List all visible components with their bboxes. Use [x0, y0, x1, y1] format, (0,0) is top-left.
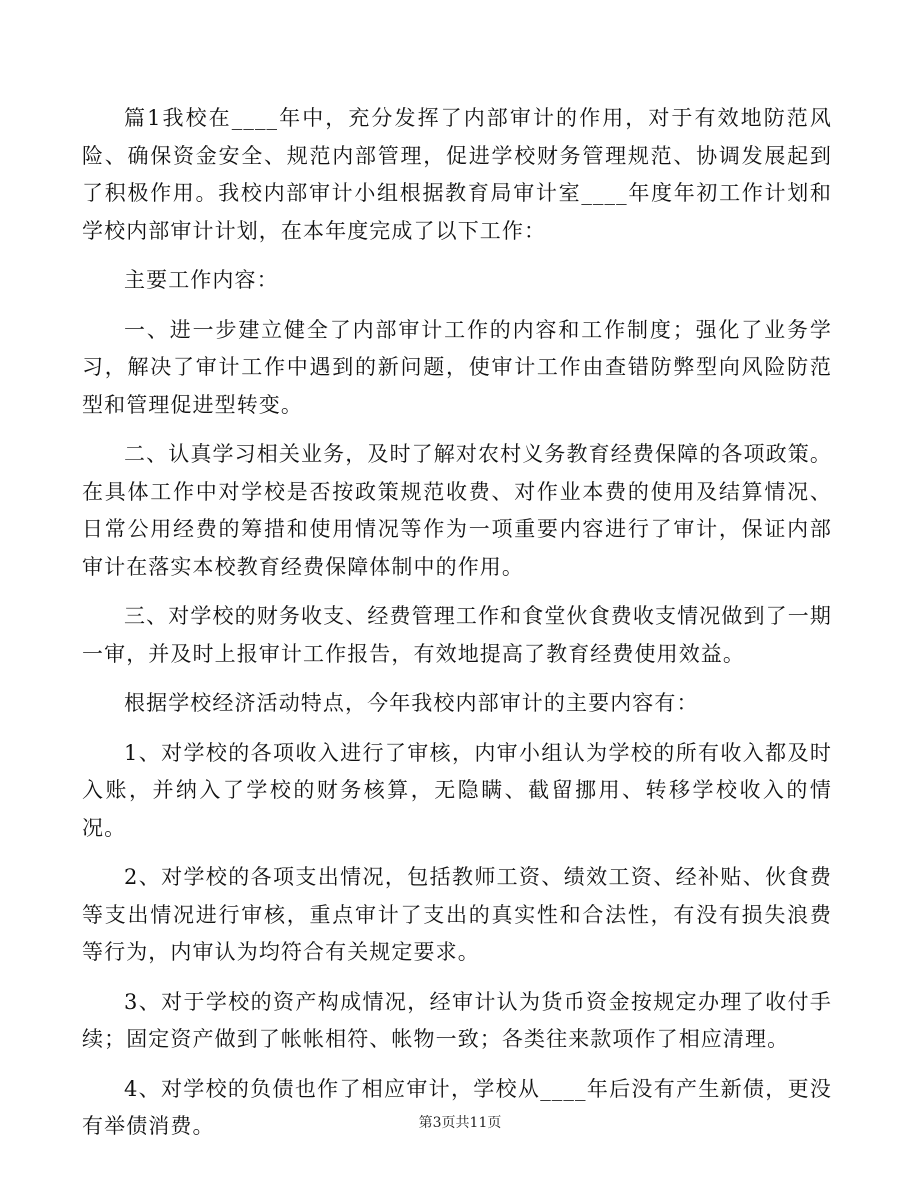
- paragraph-item-two: 二、认真学习相关业务，及时了解对农村义务教育经费保障的各项政策。在具体工作中对学校是否按政策规范收费、对作业本费的使用及结算情况、日常公用经费的筹措和使用情况等作为一项重要内容进行了审计，保证内部审计在落实本校教育经费保障体制中的作用。: [82, 442, 832, 579]
- paragraph-item-one: 一、进一步建立健全了内部审计工作的内容和工作制度；强化了业务学习，解决了审计工作中遇到的新问题，使审计工作由查错防弊型向风险防范型和管理促进型转变。: [82, 317, 832, 417]
- paragraph-section-heading: 主要工作内容：: [124, 268, 279, 292]
- paragraph-numbered-1: 1、对学校的各项收入进行了审核，内审小组认为学校的所有收入都及时入账，并纳入了学校的财务核算，无隐瞒、截留挪用、转移学校收入的情况。: [82, 740, 832, 840]
- paragraph-item-three: 三、对学校的财务收支、经费管理工作和食堂伙食费收支情况做到了一期一审，并及时上报审计工作报告，有效地提高了教育经费使用效益。: [82, 604, 832, 666]
- paragraph-intro: 篇1我校在____年中，充分发挥了内部审计的作用，对于有效地防范风险、确保资金安全、规范内部管理，促进学校财务管理规范、协调发展起到了积极作用。我校内部审计小组根据教育局审计室____年度年初工作计划和学校内部审计计划，在本年度完成了以下工作：: [82, 106, 832, 243]
- page-number-footer: 第3页共11页: [418, 1115, 502, 1131]
- paragraph-numbered-4: 4、对学校的负债也作了相应审计，学校从____年后没有产生新债，更没有举债消费。: [82, 1076, 832, 1138]
- document-body: [82, 100, 832, 1158]
- paragraph-audit-scope: 根据学校经济活动特点，今年我校内部审计的主要内容有：: [124, 691, 699, 715]
- paragraph-numbered-2: 2、对学校的各项支出情况，包括教师工资、绩效工资、经补贴、伙食费等支出情况进行审核，重点审计了支出的真实性和合法性，有没有损失浪费等行为，内审认为均符合有关规定要求。: [82, 865, 832, 964]
- paragraph-numbered-3: 3、对于学校的资产构成情况，经审计认为货币资金按规定办理了收付手续；固定资产做到了帐帐相符、帐物一致；各类往来款项作了相应清理。: [82, 989, 832, 1051]
